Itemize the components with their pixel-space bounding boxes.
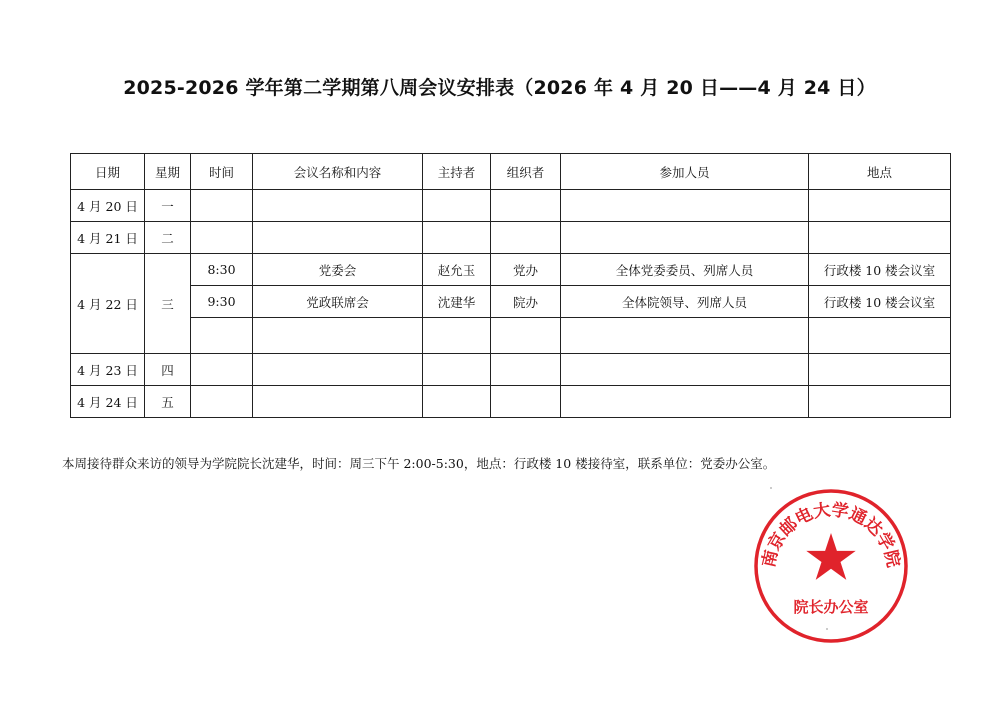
official-seal: [752, 487, 910, 645]
header-time: 时间: [191, 154, 253, 190]
date-cell: 4 月 20 日: [71, 190, 145, 222]
empty-cell: [561, 190, 809, 222]
scan-speck: [770, 487, 772, 489]
date-cell: 4 月 21 日: [71, 222, 145, 254]
date-cell: 4 月 23 日: [71, 354, 145, 386]
empty-cell: [809, 386, 951, 418]
location-cell: 行政楼 10 楼会议室: [809, 254, 951, 286]
meeting-name-cell: 党委会: [253, 254, 423, 286]
empty-cell: [491, 386, 561, 418]
header-attendees: 参加人员: [561, 154, 809, 190]
empty-cell: [253, 222, 423, 254]
empty-cell: [191, 386, 253, 418]
weekday-cell: 五: [145, 386, 191, 418]
weekday-cell: 三: [145, 254, 191, 354]
empty-cell: [253, 386, 423, 418]
header-meeting: 会议名称和内容: [253, 154, 423, 190]
empty-cell: [423, 222, 491, 254]
header-organizer: 组织者: [491, 154, 561, 190]
time-cell: 8:30: [191, 254, 253, 286]
empty-cell: [423, 190, 491, 222]
scan-speck: [826, 628, 828, 630]
attendees-cell: 全体院领导、列席人员: [561, 286, 809, 318]
table-row: [71, 190, 951, 222]
meeting-schedule-table: [70, 153, 951, 418]
table-row: [71, 222, 951, 254]
empty-cell: [561, 318, 809, 354]
reception-note: 本周接待群众来访的领导为学院院长沈建华，时间：周三下午 2:00-5:30，地点：行政楼 10 楼接待室，联系单位：党委办公室。: [62, 456, 776, 471]
table-row: [71, 254, 951, 286]
table-row: [71, 386, 951, 418]
header-row: [71, 154, 951, 190]
table-row: [71, 286, 951, 318]
empty-cell: [191, 318, 253, 354]
header-host: 主持者: [423, 154, 491, 190]
empty-cell: [809, 318, 951, 354]
attendees-cell: 全体党委委员、列席人员: [561, 254, 809, 286]
empty-cell: [491, 354, 561, 386]
time-cell: 9:30: [191, 286, 253, 318]
empty-cell: [561, 354, 809, 386]
empty-cell: [423, 354, 491, 386]
empty-cell: [423, 386, 491, 418]
empty-cell: [491, 318, 561, 354]
host-cell: 沈建华: [423, 286, 491, 318]
seal-center-text: 院长办公室: [793, 598, 869, 616]
table-row: [71, 354, 951, 386]
empty-cell: [253, 354, 423, 386]
empty-cell: [809, 354, 951, 386]
seal-arc-text: 南京邮电大学通达学院: [758, 500, 904, 570]
date-cell: 4 月 22 日: [71, 254, 145, 354]
page-title: 2025-2026 学年第二学期第八周会议安排表（2026 年 4 月 20 日——4 月 24 日）: [123, 77, 876, 99]
weekday-cell: 四: [145, 354, 191, 386]
star-icon: [806, 533, 855, 580]
empty-cell: [809, 190, 951, 222]
weekday-cell: 一: [145, 190, 191, 222]
empty-cell: [253, 318, 423, 354]
empty-cell: [561, 386, 809, 418]
host-cell: 赵允玉: [423, 254, 491, 286]
empty-cell: [253, 190, 423, 222]
empty-cell: [191, 222, 253, 254]
empty-cell: [423, 318, 491, 354]
organizer-cell: 党办: [491, 254, 561, 286]
empty-cell: [191, 190, 253, 222]
organizer-cell: 院办: [491, 286, 561, 318]
empty-cell: [561, 222, 809, 254]
header-weekday: 星期: [145, 154, 191, 190]
header-location: 地点: [809, 154, 951, 190]
header-date: 日期: [71, 154, 145, 190]
date-cell: 4 月 24 日: [71, 386, 145, 418]
meeting-name-cell: 党政联席会: [253, 286, 423, 318]
empty-cell: [809, 222, 951, 254]
empty-cell: [491, 190, 561, 222]
table-row: [71, 318, 951, 354]
empty-cell: [491, 222, 561, 254]
empty-cell: [191, 354, 253, 386]
location-cell: 行政楼 10 楼会议室: [809, 286, 951, 318]
weekday-cell: 二: [145, 222, 191, 254]
